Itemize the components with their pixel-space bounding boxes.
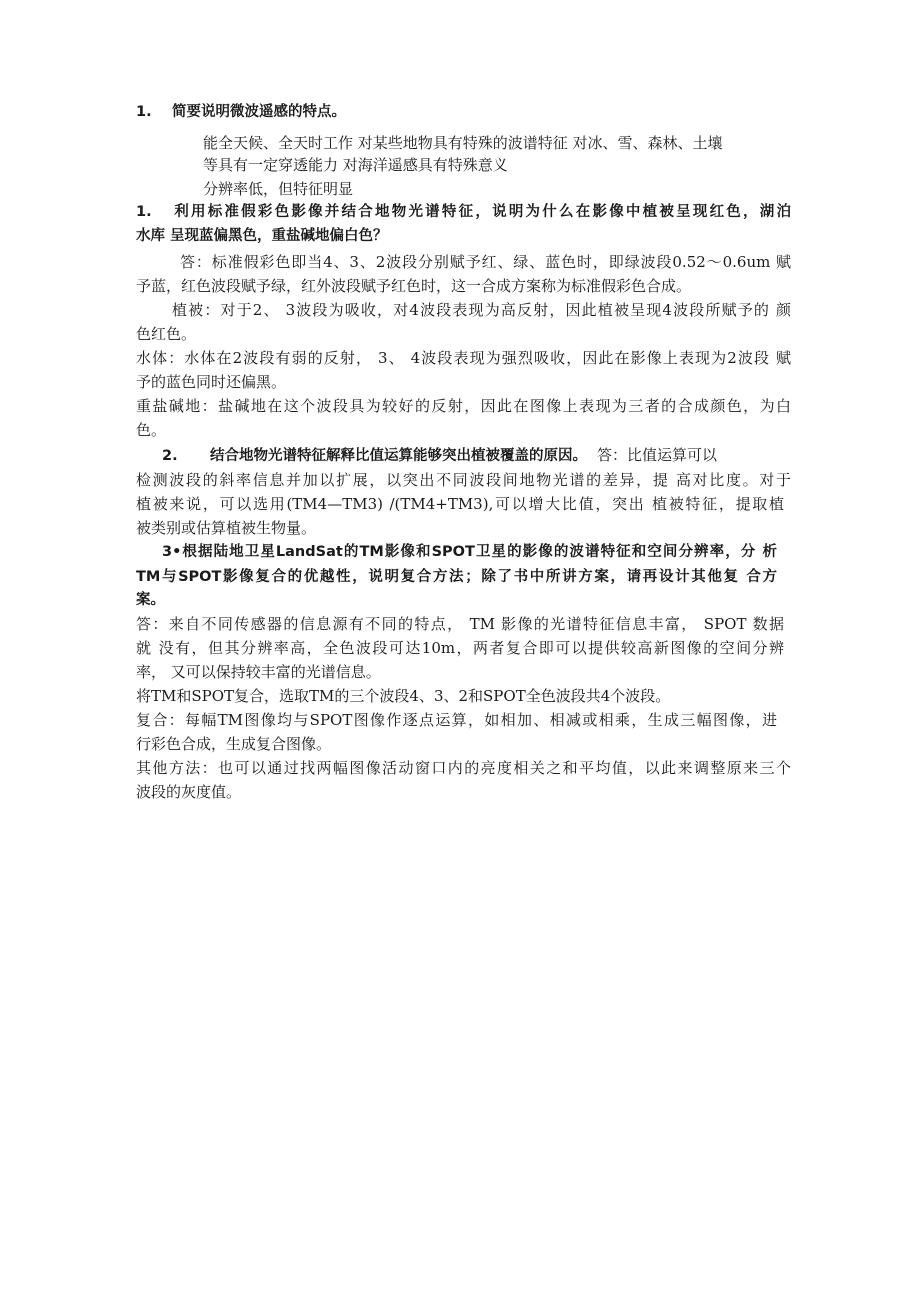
question-title-line: 水库 呈现蓝偏黑色，重盐碱地偏白色？ bbox=[136, 228, 388, 244]
answer-line: 重盐碱地：盐碱地在这个波段具为较好的反射，因此在图像上表现为三者的合成颜色，为白 bbox=[136, 397, 791, 415]
answer-line: 波段的灰度值。 bbox=[136, 783, 242, 801]
question-number: 2. bbox=[162, 448, 178, 464]
answer-line: 水体：水体在2波段有弱的反射， 3、 4波段表现为强烈吸收，因此在影像上表现为2波段 赋 bbox=[136, 349, 791, 367]
answer-line: 等具有一定穿透能力 对海洋遥感具有特殊意义 bbox=[203, 156, 508, 174]
question-number: 1. bbox=[136, 104, 152, 120]
question-title: 结合地物光谱特征解释比值运算能够突出植被覆盖的原因。 bbox=[210, 448, 587, 464]
question-title-line: TM与SPOT影像复合的优越性，说明复合方法；除了书中所讲方案，请再设计其他复 合方 bbox=[136, 569, 777, 585]
question-2-heading bbox=[136, 202, 791, 222]
answer-line: 能全天候、全天时工作 对某些地物具有特殊的波谱特征 对冰、雪、森林、土壤 bbox=[203, 134, 723, 152]
answer-line: 行彩色合成，生成复合图像。 bbox=[136, 735, 332, 753]
answer-line: 被类别或估算植被生物量。 bbox=[136, 519, 317, 537]
answer-line: 其他方法：也可以通过找两幅图像活动窗口内的亮度相关之和平均值，以此来调整原来三个 bbox=[136, 759, 791, 777]
question-title: 利用标准假彩色影像并结合地物光谱特征，说明为什么在影像中植被呈现红色，湖泊 bbox=[172, 204, 791, 220]
question-1-heading bbox=[136, 102, 346, 122]
question-title-line: 案。 bbox=[136, 592, 165, 608]
question-number: 1. bbox=[136, 204, 152, 220]
answer-line: 予蓝，红色波段赋予绿，红外波段赋予红色时，这一合成方案称为标准假彩色合成。 bbox=[136, 277, 692, 295]
answer-start: 答：比值运算可以 bbox=[597, 446, 718, 464]
answer-line: 色。 bbox=[136, 421, 167, 439]
answer-line: 将TM和SPOT复合，选取TM的三个波段4、3、2和SPOT全色波段共4个波段。 bbox=[136, 687, 671, 705]
answer-line: 答：标准假彩色即当4、3、2波段分别赋予红、绿、蓝色时，即绿波段0.52〜0.6um 赋 bbox=[180, 253, 791, 271]
answer-line: 色红色。 bbox=[136, 325, 197, 343]
answer-line: 就 没有，但其分辨率高，全色波段可达10m，两者复合即可以提供较高新图像的空间分辨 bbox=[136, 639, 784, 657]
question-4-heading: 3•根据陆地卫星LandSat的TM影像和SPOT卫星的影像的波谱特征和空间分辨率，分 析 bbox=[162, 544, 777, 560]
answer-line: 分辨率低，但特征明显 bbox=[203, 180, 354, 198]
answer-line: 植被来说，可以选用(TM4—TM3) /(TM4+TM3),可以增大比值，突出 植被特征，提取植 bbox=[136, 495, 784, 513]
answer-line: 复合：每幅TM图像均与SPOT图像作逐点运算，如相加、相减或相乘，生成三幅图像，进 bbox=[136, 711, 777, 729]
answer-line: 答：来自不同传感器的信息源有不同的特点， TM 影像的光谱特征信息丰富， SPOT 数据 bbox=[136, 615, 784, 633]
answer-line: 予的蓝色同时还偏黑。 bbox=[136, 373, 287, 391]
question-3-heading bbox=[162, 445, 717, 466]
answer-line: 植被：对于2、 3波段为吸收，对4波段表现为高反射，因此植被呈现4波段所赋予的 颜 bbox=[172, 301, 791, 319]
answer-line: 检测波段的斜率信息并加以扩展，以突出不同波段间地物光谱的差异，提 高对比度。对于 bbox=[136, 471, 791, 489]
answer-line: 率， 又可以保持较丰富的光谱信息。 bbox=[136, 663, 381, 681]
question-title: 简要说明微波遥感的特点。 bbox=[172, 104, 346, 120]
